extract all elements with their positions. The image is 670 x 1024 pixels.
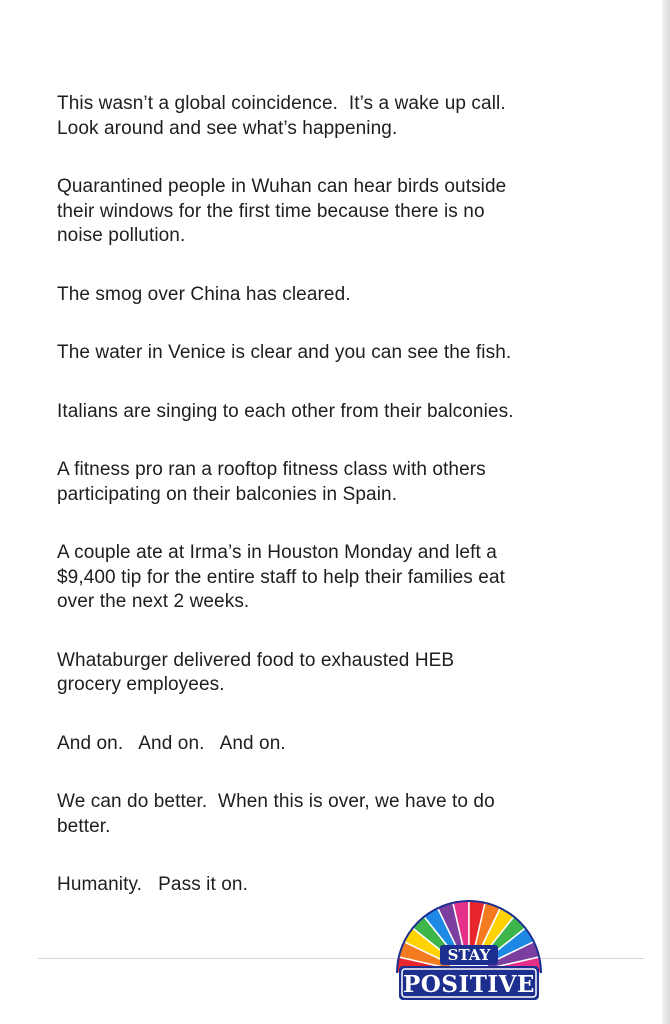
paragraph-irmas-tip: A couple ate at Irma’s in Houston Monday and left a $9,400 tip for the entire staff to help their families eat over the next 2 weeks. [57,542,505,612]
stay-label: STAY [447,946,491,964]
paragraph-and-on: And on. And on. And on. [57,732,286,754]
paragraph-humanity: Humanity. Pass it on. [57,874,248,895]
page-edge [662,0,670,1024]
paragraph-china-smog: The smog over China has cleared. [57,283,351,305]
stay-positive-badge [393,893,545,1007]
paragraph-wake-up-call: This wasn’t a global coincidence. It’s a wake up call. Look around and see what’s happening. [57,93,506,139]
positive-label: POSITIVE [403,971,535,998]
paragraph-do-better: We can do better. When this is over, we have to do better. [57,791,495,837]
paragraph-italians-singing: Italians are singing to each other from their balconies. [57,400,514,422]
divider-line [38,958,644,959]
paragraph-fitness-class: A fitness pro ran a rooftop fitness class with others participating on their balconies in Spain. [57,459,486,505]
post-body [57,92,637,932]
paragraph-whataburger: Whataburger delivered food to exhausted HEB grocery employees. [57,649,455,695]
paragraph-venice-water: The water in Venice is clear and you can see the fish. [57,342,512,363]
paragraph-wuhan-birds: Quarantined people in Wuhan can hear birds outside their windows for the first time because there is no noise pollution. [57,176,507,246]
stay-positive-logo-icon [393,893,545,1007]
